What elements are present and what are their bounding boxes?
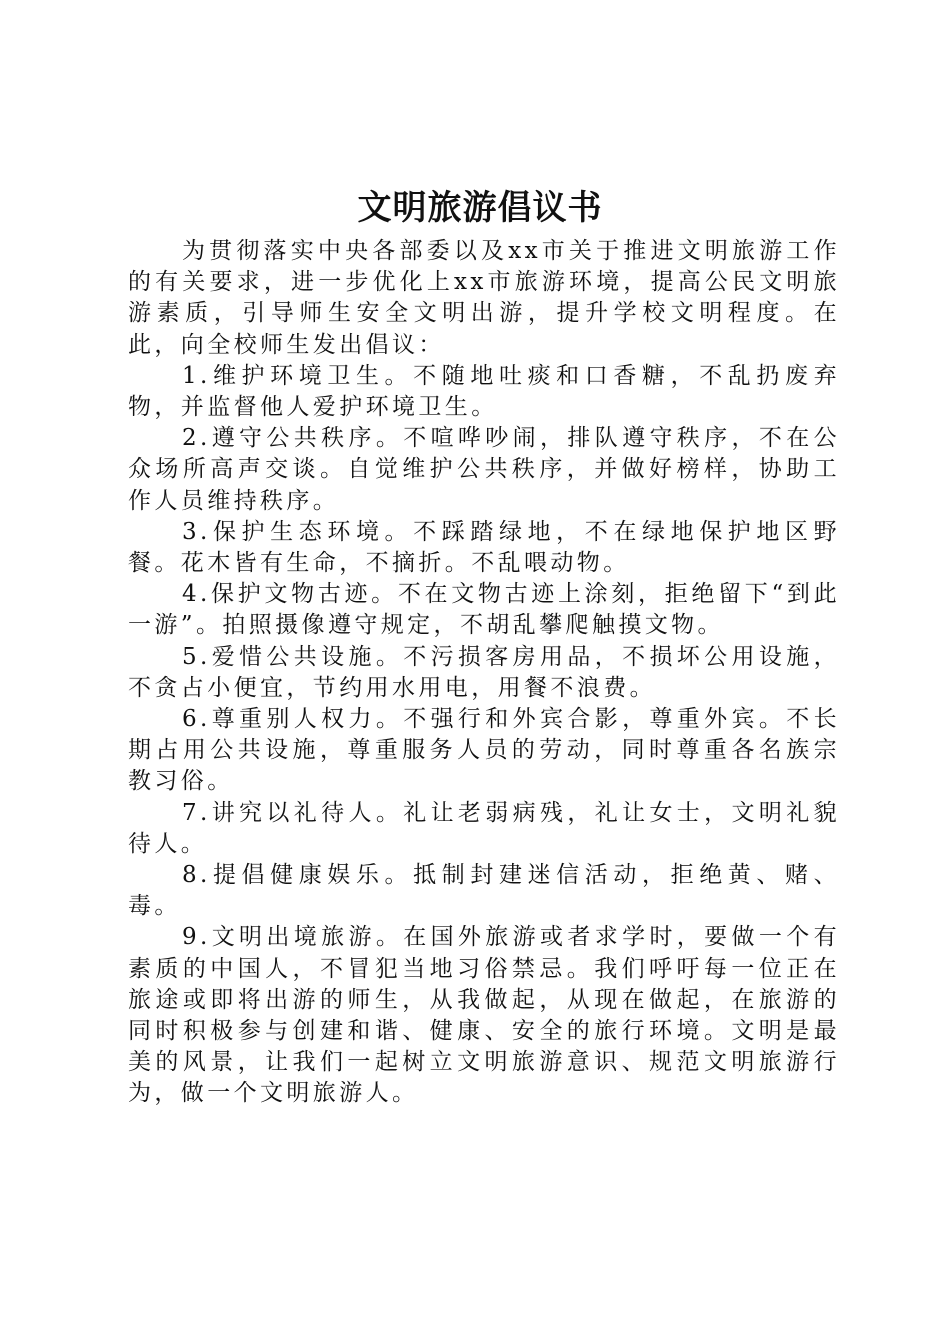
proposal-item-6: 6.尊重别人权力。不强行和外宾合影，尊重外宾。不长期占用公共设施，尊重服务人员的劳动，同时尊重各名族宗教习俗。 xyxy=(128,706,840,795)
proposal-item-8: 8.提倡健康娱乐。抵制封建迷信活动，拒绝黄、赌、毒。 xyxy=(128,862,840,920)
proposal-item-5: 5.爱惜公共设施。不污损客房用品，不损坏公用设施，不贪占小便宜，节约用水用电，用餐不浪费。 xyxy=(128,643,840,701)
proposal-item-4: 4.保护文物古迹。不在文物古迹上涂刻，拒绝留下“到此一游”。拍照摄像遵守规定，不胡乱攀爬触摸文物。 xyxy=(128,581,840,639)
document-title: 文明旅游倡议书 xyxy=(357,188,603,228)
proposal-item-3: 3.保护生态环境。不踩踏绿地，不在绿地保护地区野餐。花木皆有生命，不摘折。不乱喂动物。 xyxy=(128,518,840,577)
proposal-item-9: 9.文明出境旅游。在国外旅游或者求学时，要做一个有素质的中国人，不冒犯当地习俗禁忌。我们呼吁每一位正在旅途或即将出游的师生，从我做起，从现在做起，在旅游的同时积极参与创建和谐、健康、安全的旅行环境。文明是最美的风景，让我们一起树立文明旅游意识、规范文明旅游行为，做一个文明旅游人。 xyxy=(128,924,840,1107)
proposal-item-2: 2.遵守公共秩序。不喧哗吵闹，排队遵守秩序，不在公众场所高声交谈。自觉维护公共秩序，并做好榜样，协助工作人员维持秩序。 xyxy=(128,425,840,514)
intro-paragraph: 为贯彻落实中央各部委以及xx市关于推进文明旅游工作的有关要求，进一步优化上xx市旅游环境，提高公民文明旅游素质，引导师生安全文明出游，提升学校文明程度。在此，向全校师生发出倡议： xyxy=(128,238,840,358)
document-body xyxy=(128,236,840,1110)
proposal-item-1: 1.维护环境卫生。不随地吐痰和口香糖，不乱扔废弃物，并监督他人爱护环境卫生。 xyxy=(128,362,840,421)
proposal-item-7: 7.讲究以礼待人。礼让老弱病残，礼让女士，文明礼貌待人。 xyxy=(128,799,840,857)
